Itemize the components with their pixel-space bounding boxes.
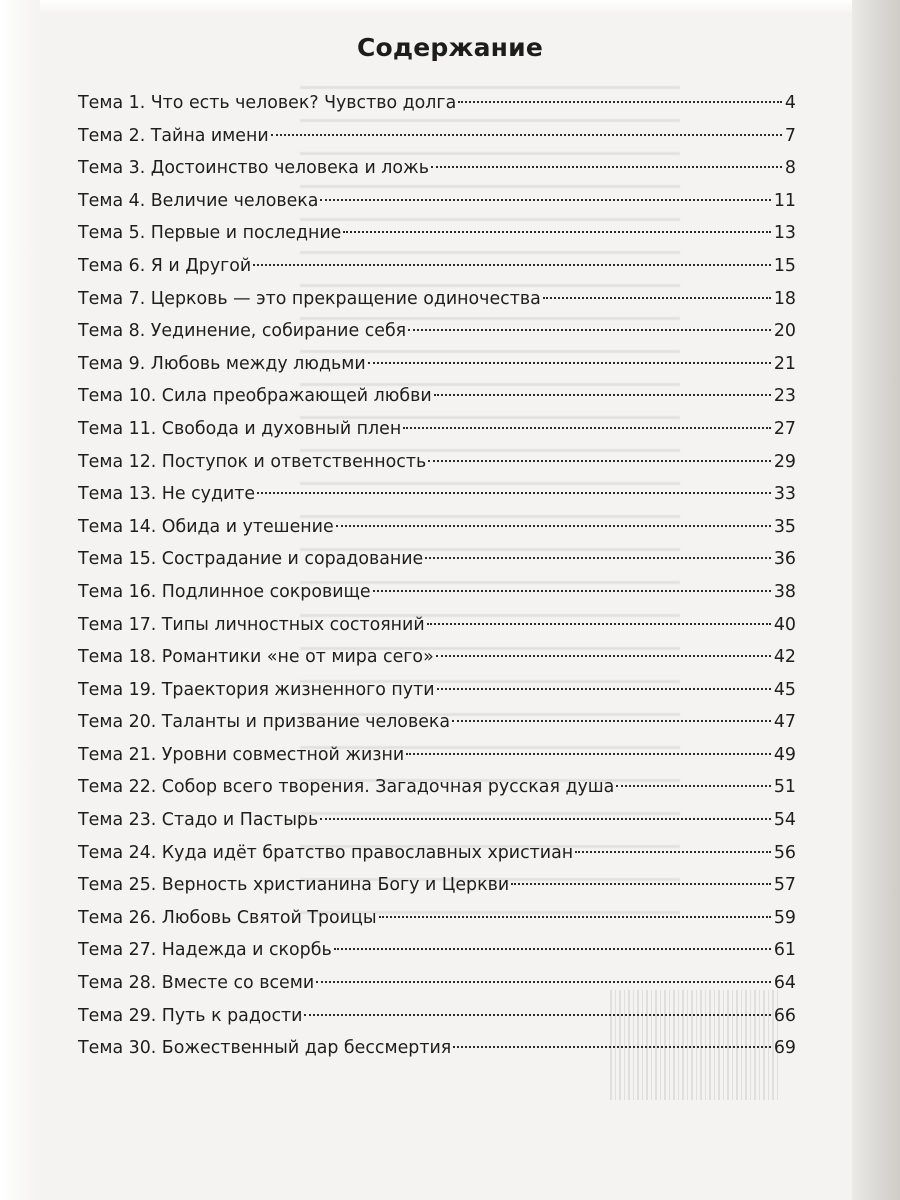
toc-entry-page: 51 [773,777,796,798]
dot-leader [257,492,771,494]
dot-leader [436,655,771,657]
toc-entry [78,967,796,1000]
toc-entry-title: Тема 2. Тайна имени [78,125,269,146]
toc-entry-page: 36 [773,549,796,570]
toc-entry [78,1000,796,1033]
toc-entry [78,771,796,804]
toc-entry [78,706,796,739]
dot-leader [434,394,771,396]
toc-entry-title: Тема 3. Достоинство человека и ложь [78,158,429,179]
toc-entry-page: 64 [773,973,796,994]
dot-leader [343,231,770,233]
dot-leader [511,883,771,885]
toc-entry-page: 20 [773,321,796,342]
toc-entry-title: Тема 30. Божественный дар бессмертия [78,1038,452,1059]
toc-entry-page: 54 [773,810,796,831]
toc-entry [78,804,796,837]
toc-entry-page: 13 [773,223,796,244]
toc-entry-title: Тема 19. Траектория жизненного пути [78,679,435,700]
toc-entry-title: Тема 24. Куда идёт братство православных христиан [78,842,574,863]
dot-leader [320,818,771,820]
toc-entry [78,217,796,250]
toc-entry-title: Тема 1. Что есть человек? Чувство долга [78,93,457,113]
toc-entry-page: 56 [773,842,796,863]
dot-leader [427,623,771,625]
toc-entry-title: Тема 10. Сила преображающей любви [78,386,432,407]
toc-entry [78,674,796,707]
toc-entry-title: Тема 26. Любовь Святой Троицы [78,907,377,928]
toc-entry-title: Тема 29. Путь к радости [78,1005,303,1026]
toc-entry-page: 35 [773,516,796,537]
toc-entry-page: 18 [773,288,796,309]
toc-entry-title: Тема 25. Верность христианина Богу и Церкви [78,875,510,896]
toc-entry [78,185,796,218]
toc-entry-page: 8 [784,158,796,179]
toc-entry-title: Тема 12. Поступок и ответственность [78,451,427,472]
toc-entry-page: 61 [773,940,796,961]
toc-entry-title: Тема 6. Я и Другой [78,255,252,276]
dot-leader [425,557,771,559]
toc-entry [78,446,796,479]
dot-leader [616,785,771,787]
toc-entry-title: Тема 14. Обида и утешение [78,516,334,537]
toc-entry-title: Тема 8. Уединение, собирание себя [78,321,407,342]
dot-leader [406,753,771,755]
toc-entry [78,1032,796,1065]
toc-entry-page: 57 [773,875,796,896]
toc-entry-page: 47 [773,712,796,733]
toc-entry-title: Тема 7. Церковь — это прекращение одиночества [78,288,541,309]
toc-entry-page: 15 [773,255,796,276]
toc-entry [78,902,796,935]
dot-leader [408,329,771,331]
dot-leader [543,297,771,299]
dot-leader [336,525,771,527]
dot-leader [379,916,771,918]
toc-entry [78,739,796,772]
dot-leader [453,1046,771,1048]
toc-entry-page: 11 [773,190,796,211]
toc-entry [78,380,796,413]
toc-entry-page: 45 [773,679,796,700]
toc-entry-page: 49 [773,744,796,765]
toc-entry-title: Тема 22. Собор всего творения. Загадочная русская душа [78,777,615,798]
toc-entry-title: Тема 15. Сострадание и сорадование [78,549,424,570]
toc-entry-title: Тема 23. Стадо и Пастырь [78,810,319,831]
toc-entry-page: 29 [773,451,796,472]
toc-entry-page: 40 [773,614,796,635]
toc-entry-page: 7 [784,125,796,146]
dot-leader [373,590,771,592]
page-title: Содержание [356,32,544,62]
dot-leader [575,851,771,853]
toc-entry [78,934,796,967]
dot-leader [271,134,782,136]
toc-entry-title: Тема 18. Романтики «не от мира сего» [78,647,434,668]
toc-entry [78,576,796,609]
toc-entry [78,511,796,544]
toc-entry [78,348,796,381]
toc-entry [78,609,796,642]
toc-entry [78,152,796,185]
dot-leader [431,166,782,168]
toc-entry-title: Тема 17. Типы личностных состояний [78,614,425,635]
toc-entry [78,120,796,153]
dot-leader [320,199,770,201]
toc-entry-title: Тема 27. Надежда и скорбь [78,940,332,961]
toc-entry-page: 69 [773,1038,796,1059]
table-of-contents [78,87,796,1065]
toc-entry-page: 4 [784,93,796,113]
toc-entry-page: 66 [773,1005,796,1026]
dot-leader [437,688,771,690]
toc-entry-title: Тема 5. Первые и последние [78,223,342,244]
page-edge-top [0,0,900,14]
dot-leader [304,1014,770,1016]
toc-entry-page: 27 [773,418,796,439]
toc-entry-title: Тема 21. Уровни совместной жизни [78,744,405,765]
dot-leader [368,362,771,364]
toc-entry [78,641,796,674]
toc-entry-title: Тема 28. Вместе со всеми [78,973,315,994]
toc-entry-page: 33 [773,484,796,505]
toc-entry [78,413,796,446]
dot-leader [334,948,771,950]
toc-entry-title: Тема 13. Не судите [78,484,256,505]
dot-leader [452,720,771,722]
dot-leader [253,264,771,266]
toc-entry-page: 42 [773,647,796,668]
toc-entry [78,837,796,870]
toc-entry-title: Тема 4. Величие человека [78,190,319,211]
toc-entry-page: 59 [773,907,796,928]
toc-entry-title: Тема 20. Таланты и призвание человека [78,712,451,733]
toc-entry [78,283,796,316]
page-edge-right [852,0,900,1200]
toc-entry [78,250,796,283]
toc-entry-page: 21 [773,353,796,374]
dot-leader [403,427,771,429]
toc-entry-title: Тема 9. Любовь между людьми [78,353,366,374]
dot-leader [458,101,782,103]
toc-entry-page: 38 [773,581,796,602]
toc-entry-title: Тема 16. Подлинное сокровище [78,581,371,602]
toc-entry-page: 23 [773,386,796,407]
toc-entry [78,478,796,511]
page-edge-left [0,0,40,1200]
toc-entry [78,87,796,120]
toc-entry-title: Тема 11. Свобода и духовный плен [78,418,402,439]
toc-entry [78,543,796,576]
toc-entry [78,315,796,348]
dot-leader [316,981,771,983]
toc-entry [78,869,796,902]
dot-leader [428,460,771,462]
